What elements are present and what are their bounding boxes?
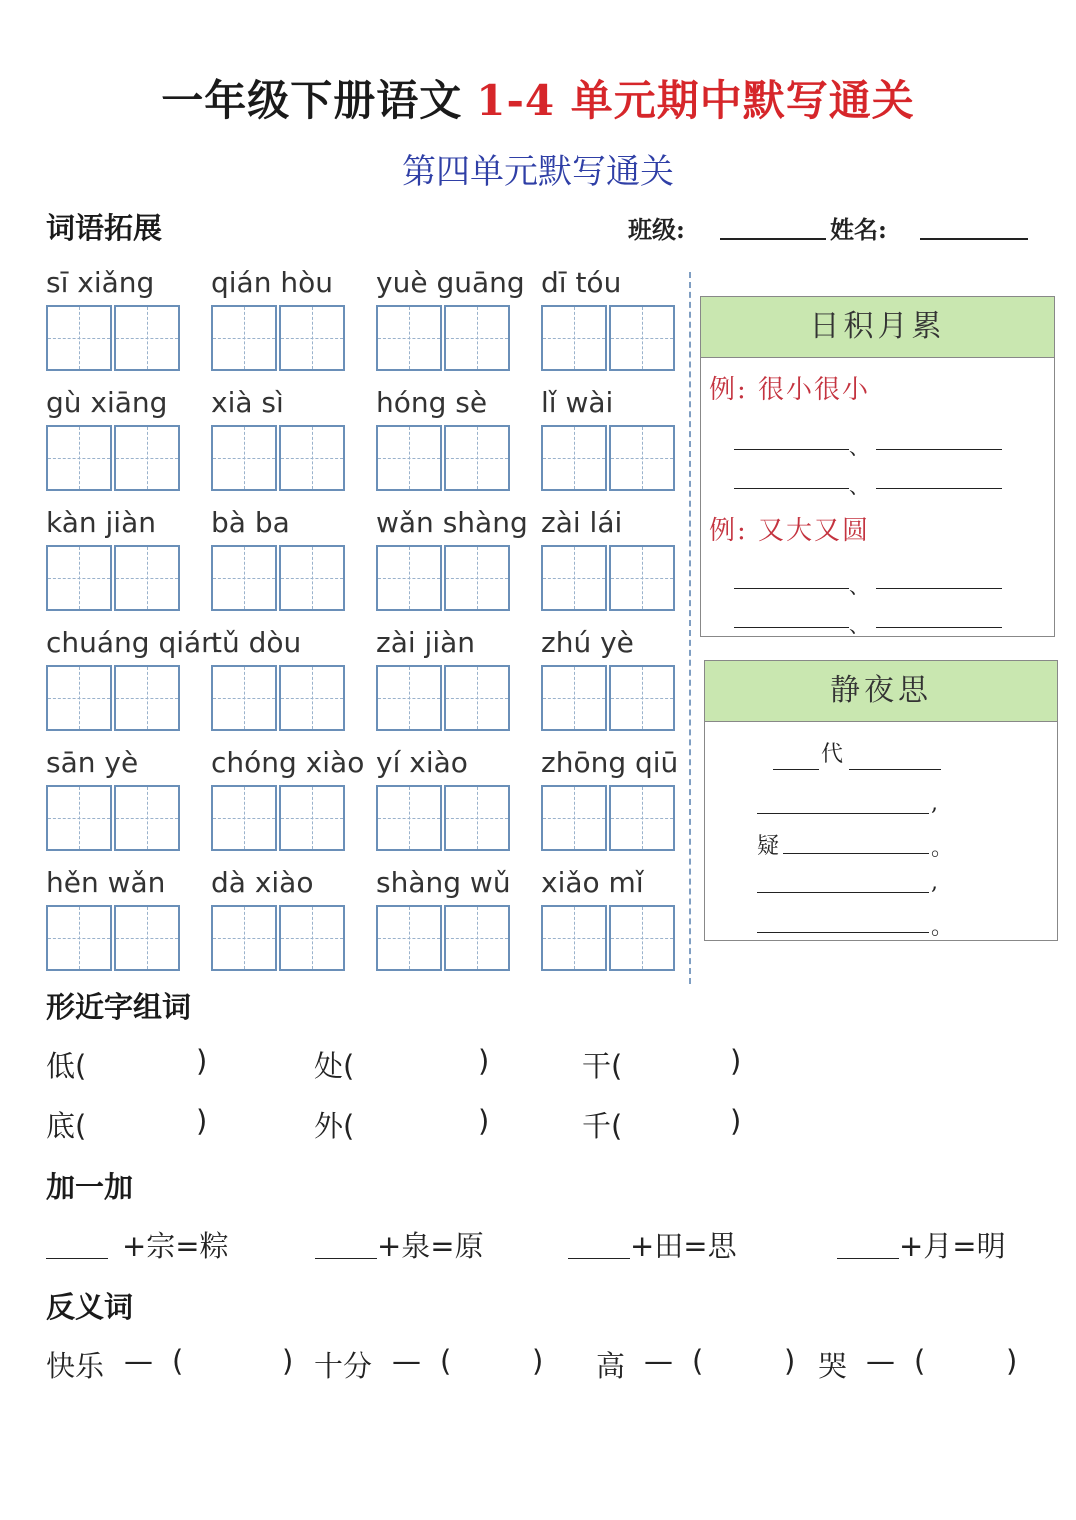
similar-answer-field[interactable] bbox=[626, 1142, 722, 1143]
antonym-answer-field[interactable] bbox=[710, 1380, 788, 1381]
class-field[interactable] bbox=[720, 238, 826, 240]
pinyin-label: dà xiào bbox=[211, 866, 314, 899]
pinyin-label: yí xiào bbox=[376, 746, 468, 779]
section-antonyms-heading: 反义词 bbox=[46, 1290, 134, 1324]
antonym-dash: — bbox=[866, 1344, 895, 1378]
add-equation: +宗=粽 bbox=[122, 1229, 229, 1263]
pinyin-label: xià sì bbox=[211, 386, 284, 419]
tian-grid-cell[interactable] bbox=[46, 665, 112, 731]
pinyin-label: chuáng qián bbox=[46, 626, 219, 659]
section-words-heading: 词语拓展 bbox=[46, 211, 163, 245]
pinyin-label: zài lái bbox=[541, 506, 623, 539]
tian-grid-cell[interactable] bbox=[211, 665, 277, 731]
pinyin-label: dī tóu bbox=[541, 266, 622, 299]
tian-grid-cell[interactable] bbox=[541, 665, 607, 731]
antonym-word: 高 bbox=[596, 1349, 626, 1383]
class-label: 班级: bbox=[628, 215, 685, 244]
tian-grid-cell[interactable] bbox=[211, 905, 277, 971]
riji-blank-5[interactable] bbox=[734, 588, 849, 589]
antonym-answer-field[interactable] bbox=[932, 1380, 1010, 1381]
tian-grid-cell[interactable] bbox=[541, 305, 607, 371]
add-blank[interactable] bbox=[315, 1258, 377, 1259]
antonym-dash: — bbox=[392, 1344, 421, 1378]
tian-grid-cell[interactable] bbox=[541, 905, 607, 971]
tian-grid-cell[interactable] bbox=[376, 905, 442, 971]
tian-grid-cell[interactable] bbox=[444, 905, 510, 971]
poem-period-1: 。 bbox=[931, 836, 954, 861]
tian-grid-cell[interactable] bbox=[46, 305, 112, 371]
similar-close-paren: ) bbox=[196, 1104, 208, 1138]
tian-grid-cell[interactable] bbox=[114, 305, 180, 371]
pinyin-label: zhú yè bbox=[541, 626, 634, 659]
tian-grid-cell[interactable] bbox=[541, 425, 607, 491]
tian-grid-cell[interactable] bbox=[376, 785, 442, 851]
tian-grid-cell[interactable] bbox=[376, 545, 442, 611]
pinyin-label: zhōng qiū bbox=[541, 746, 679, 779]
tian-grid-cell[interactable] bbox=[279, 425, 345, 491]
panel-riji-example1: 例: 很小很小 bbox=[709, 375, 871, 405]
riji-sep-2: 、 bbox=[849, 474, 869, 498]
similar-char: 千( bbox=[582, 1109, 623, 1143]
page-title bbox=[0, 68, 1076, 128]
antonym-close-paren: ) bbox=[784, 1344, 796, 1378]
section-similar-heading: 形近字组词 bbox=[46, 990, 192, 1024]
tian-grid-cell[interactable] bbox=[609, 665, 675, 731]
riji-blank-4[interactable] bbox=[876, 488, 1002, 489]
page-subtitle: 第四单元默写通关 bbox=[402, 152, 674, 192]
antonym-close-paren: ) bbox=[282, 1344, 294, 1378]
pinyin-label: lǐ wài bbox=[541, 386, 614, 419]
antonym-open-paren: ( bbox=[172, 1344, 184, 1378]
tian-grid-cell[interactable] bbox=[279, 905, 345, 971]
tian-grid-cell[interactable] bbox=[609, 305, 675, 371]
tian-grid-cell[interactable] bbox=[211, 785, 277, 851]
tian-grid-cell[interactable] bbox=[444, 545, 510, 611]
tian-grid-cell[interactable] bbox=[114, 425, 180, 491]
tian-grid-cell[interactable] bbox=[609, 785, 675, 851]
panel-riji-title: 日积月累 bbox=[701, 297, 1054, 358]
pinyin-label: qián hòu bbox=[211, 266, 333, 299]
name-field[interactable] bbox=[920, 238, 1028, 240]
title-part1: 一年级下册语文 bbox=[161, 76, 463, 125]
tian-grid-cell[interactable] bbox=[444, 785, 510, 851]
add-equation: +泉=原 bbox=[377, 1229, 484, 1263]
pinyin-label: kàn jiàn bbox=[46, 506, 156, 539]
tian-grid-cell[interactable] bbox=[211, 425, 277, 491]
poem-comma-1: , bbox=[931, 791, 938, 816]
similar-char: 外( bbox=[314, 1109, 355, 1143]
pinyin-label: shàng wǔ bbox=[376, 866, 511, 899]
similar-char: 处( bbox=[314, 1049, 355, 1083]
similar-close-paren: ) bbox=[730, 1044, 742, 1078]
pinyin-label: hóng sè bbox=[376, 386, 488, 419]
pinyin-label: wǎn shàng bbox=[376, 506, 528, 539]
similar-close-paren: ) bbox=[478, 1104, 490, 1138]
riji-blank-2[interactable] bbox=[876, 449, 1002, 450]
pinyin-label: hěn wǎn bbox=[46, 866, 166, 899]
pinyin-label: sī xiǎng bbox=[46, 266, 155, 299]
riji-blank-3[interactable] bbox=[734, 488, 849, 489]
tian-grid-cell[interactable] bbox=[609, 545, 675, 611]
add-equation: +月=明 bbox=[899, 1229, 1006, 1263]
tian-grid-cell[interactable] bbox=[46, 545, 112, 611]
panel-poem bbox=[704, 660, 1058, 941]
tian-grid-cell[interactable] bbox=[279, 665, 345, 731]
dashed-divider bbox=[689, 272, 691, 984]
antonym-word: 十分 bbox=[314, 1349, 373, 1383]
poem-line4-blank[interactable] bbox=[757, 932, 929, 933]
antonym-answer-field[interactable] bbox=[190, 1380, 268, 1381]
tian-grid-cell[interactable] bbox=[279, 545, 345, 611]
antonym-answer-field[interactable] bbox=[458, 1380, 536, 1381]
antonym-close-paren: ) bbox=[1006, 1344, 1018, 1378]
similar-close-paren: ) bbox=[478, 1044, 490, 1078]
poem-line1-blank[interactable] bbox=[757, 813, 929, 814]
riji-sep-3: 、 bbox=[849, 574, 869, 598]
poem-period-2: 。 bbox=[931, 915, 954, 940]
antonym-open-paren: ( bbox=[914, 1344, 926, 1378]
tian-grid-cell[interactable] bbox=[376, 305, 442, 371]
riji-sep-1: 、 bbox=[849, 435, 869, 459]
tian-grid-cell[interactable] bbox=[114, 545, 180, 611]
antonym-dash: — bbox=[644, 1344, 673, 1378]
tian-grid-cell[interactable] bbox=[444, 665, 510, 731]
tian-grid-cell[interactable] bbox=[279, 305, 345, 371]
riji-blank-8[interactable] bbox=[876, 627, 1002, 628]
similar-close-paren: ) bbox=[730, 1104, 742, 1138]
title-part2: 1-4 单元期中默写通关 bbox=[476, 76, 915, 125]
antonym-dash: — bbox=[124, 1344, 153, 1378]
antonym-open-paren: ( bbox=[692, 1344, 704, 1378]
poem-dai: 代 bbox=[821, 742, 844, 767]
riji-blank-1[interactable] bbox=[734, 449, 849, 450]
similar-answer-field[interactable] bbox=[358, 1142, 470, 1143]
pinyin-label: bà ba bbox=[211, 506, 290, 539]
tian-grid-cell[interactable] bbox=[114, 905, 180, 971]
poem-dynasty-blank[interactable] bbox=[773, 769, 819, 770]
add-blank[interactable] bbox=[46, 1258, 108, 1259]
antonym-word: 哭 bbox=[818, 1349, 848, 1383]
similar-answer-field[interactable] bbox=[90, 1082, 188, 1083]
similar-answer-field[interactable] bbox=[626, 1082, 722, 1083]
pinyin-label: zài jiàn bbox=[376, 626, 475, 659]
pinyin-label: sān yè bbox=[46, 746, 139, 779]
tian-grid-cell[interactable] bbox=[444, 305, 510, 371]
pinyin-label: chóng xiào bbox=[211, 746, 365, 779]
riji-sep-4: 、 bbox=[849, 613, 869, 637]
tian-grid-cell[interactable] bbox=[114, 665, 180, 731]
section-add-heading: 加一加 bbox=[46, 1170, 134, 1204]
antonym-close-paren: ) bbox=[532, 1344, 544, 1378]
similar-char: 底( bbox=[46, 1109, 87, 1143]
similar-answer-field[interactable] bbox=[358, 1082, 470, 1083]
riji-blank-6[interactable] bbox=[876, 588, 1002, 589]
pinyin-label: xiǎo mǐ bbox=[541, 866, 644, 899]
pinyin-label: tǔ dòu bbox=[211, 626, 302, 659]
panel-riji bbox=[700, 296, 1055, 637]
tian-grid-cell[interactable] bbox=[211, 305, 277, 371]
poem-comma-2: , bbox=[931, 870, 938, 895]
tian-grid-cell[interactable] bbox=[211, 545, 277, 611]
add-blank[interactable] bbox=[837, 1258, 899, 1259]
add-blank[interactable] bbox=[568, 1258, 630, 1259]
tian-grid-cell[interactable] bbox=[46, 905, 112, 971]
tian-grid-cell[interactable] bbox=[609, 425, 675, 491]
tian-grid-cell[interactable] bbox=[46, 425, 112, 491]
poem-yi: 疑 bbox=[757, 834, 780, 859]
tian-grid-cell[interactable] bbox=[376, 665, 442, 731]
similar-char: 干( bbox=[582, 1049, 623, 1083]
name-label: 姓名: bbox=[830, 215, 887, 244]
tian-grid-cell[interactable] bbox=[46, 785, 112, 851]
similar-answer-field[interactable] bbox=[90, 1142, 188, 1143]
pinyin-label: yuè guāng bbox=[376, 266, 525, 299]
poem-line2-blank[interactable] bbox=[783, 853, 929, 854]
riji-blank-7[interactable] bbox=[734, 627, 849, 628]
panel-poem-title: 静夜思 bbox=[705, 661, 1057, 722]
tian-grid-cell[interactable] bbox=[444, 425, 510, 491]
similar-close-paren: ) bbox=[196, 1044, 208, 1078]
tian-grid-cell[interactable] bbox=[376, 425, 442, 491]
poem-line3-blank[interactable] bbox=[757, 892, 929, 893]
pinyin-label: gù xiāng bbox=[46, 386, 168, 419]
tian-grid-cell[interactable] bbox=[609, 905, 675, 971]
tian-grid-cell[interactable] bbox=[541, 785, 607, 851]
panel-riji-example2: 例: 又大又圆 bbox=[709, 516, 871, 546]
tian-grid-cell[interactable] bbox=[279, 785, 345, 851]
add-equation: +田=思 bbox=[630, 1229, 737, 1263]
poem-author-blank[interactable] bbox=[849, 769, 941, 770]
tian-grid-cell[interactable] bbox=[541, 545, 607, 611]
antonym-word: 快乐 bbox=[46, 1349, 105, 1383]
tian-grid-cell[interactable] bbox=[114, 785, 180, 851]
similar-char: 低( bbox=[46, 1049, 87, 1083]
antonym-open-paren: ( bbox=[440, 1344, 452, 1378]
